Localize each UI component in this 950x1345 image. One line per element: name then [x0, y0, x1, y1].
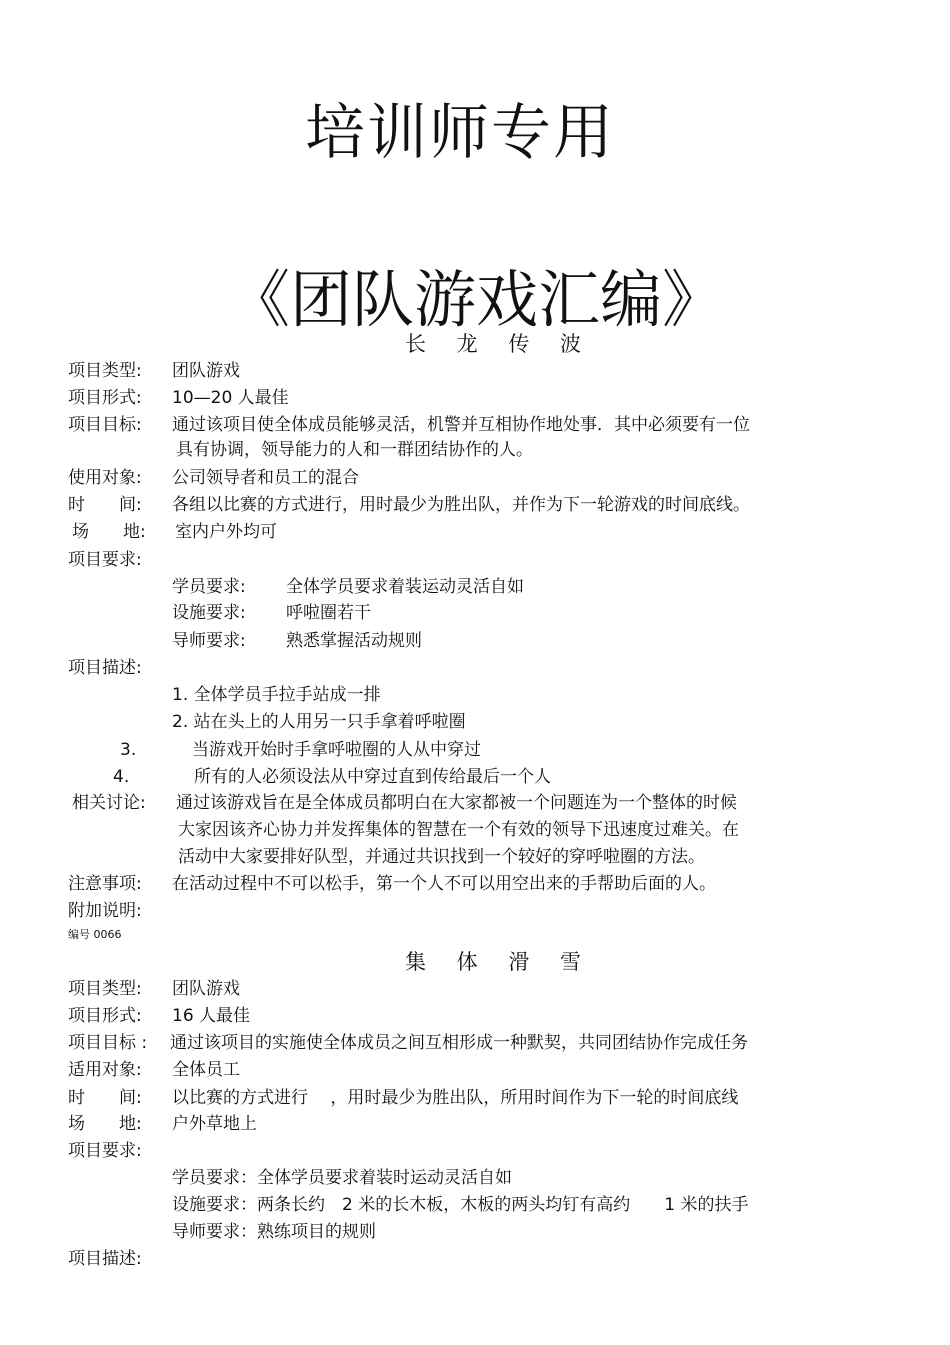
- label-req-tutor: 导师要求:: [172, 631, 246, 651]
- step-4-number: 4.: [113, 767, 130, 787]
- label-target: 使用对象:: [68, 468, 142, 488]
- item-code: 编号 0066: [68, 928, 122, 941]
- label-requirements: 项目要求:: [68, 1141, 142, 1161]
- label-extra: 附加说明:: [68, 901, 142, 921]
- value-target: 公司领导者和员工的混合: [172, 468, 359, 488]
- label-discussion: 相关讨论:: [72, 793, 146, 813]
- value-goal-line2: 具有协调，领导能力的人和一群团结协作的人。: [176, 440, 533, 460]
- label-place: 场 地:: [72, 522, 146, 542]
- value-goal: 通过该项目的实施使全体成员之间互相形成一种默契，共同团结协作完成任务: [170, 1033, 748, 1053]
- label-form: 项目形式:: [68, 1006, 142, 1026]
- label-place: 场 地:: [68, 1114, 142, 1134]
- label-goal: 项目目标 :: [68, 1033, 148, 1053]
- value-req-student: 全体学员要求着装运动灵活自如: [286, 577, 524, 597]
- label-description: 项目描述:: [68, 1249, 142, 1269]
- label-form: 项目形式:: [68, 388, 142, 408]
- value-type: 团队游戏: [172, 361, 240, 381]
- value-form: 10—20 人最佳: [172, 388, 289, 408]
- value-req-facility: 呼啦圈若干: [286, 603, 371, 623]
- value-time: 各组以比赛的方式进行，用时最少为胜出队，并作为下一轮游戏的时间底线。: [172, 495, 750, 515]
- step-4: 所有的人必须设法从中穿过直到传给最后一个人: [194, 767, 551, 787]
- value-place: 室内户外均可: [175, 522, 277, 542]
- label-req-student: 学员要求:: [172, 577, 246, 597]
- label-goal: 项目目标:: [68, 415, 142, 435]
- step-3: 当游戏开始时手拿呼啦圈的人从中穿过: [192, 740, 481, 760]
- value-discussion-line3: 活动中大家要排好队型，并通过共识找到一个较好的穿呼啦圈的方法。: [178, 847, 705, 867]
- section-title-game2: 集 体 滑 雪: [405, 950, 594, 974]
- value-req-student: 学员要求：全体学员要求着装时运动灵活自如: [172, 1168, 512, 1188]
- label-requirements: 项目要求:: [68, 550, 142, 570]
- label-time: 时 间:: [68, 495, 142, 515]
- label-req-facility: 设施要求:: [172, 603, 246, 623]
- step-3-number: 3.: [120, 740, 137, 760]
- value-type: 团队游戏: [172, 979, 240, 999]
- value-place: 户外草地上: [172, 1114, 257, 1134]
- document-subtitle: 《团队游戏汇编》: [228, 263, 725, 336]
- value-discussion-line2: 大家因该齐心协力并发挥集体的智慧在一个有效的领导下迅速度过难关。在: [178, 820, 739, 840]
- value-time: 以比赛的方式进行 ，用时最少为胜出队，所用时间作为下一轮的时间底线: [172, 1088, 739, 1108]
- label-time: 时 间:: [68, 1088, 142, 1108]
- label-target: 适用对象:: [68, 1060, 142, 1080]
- value-req-tutor: 导师要求：熟练项目的规则: [172, 1222, 376, 1242]
- label-type: 项目类型:: [68, 361, 142, 381]
- value-req-tutor: 熟悉掌握活动规则: [286, 631, 422, 651]
- step-1: 1. 全体学员手拉手站成一排: [172, 685, 381, 705]
- label-description: 项目描述:: [68, 658, 142, 678]
- label-type: 项目类型:: [68, 979, 142, 999]
- value-form: 16 人最佳: [172, 1006, 251, 1026]
- value-target: 全体员工: [172, 1060, 240, 1080]
- document-title: 培训师专用: [305, 98, 615, 168]
- step-2: 2. 站在头上的人用另一只手拿着呼啦圈: [172, 712, 466, 732]
- value-discussion-line1: 通过该游戏旨在是全体成员都明白在大家都被一个问题连为一个整体的时候: [176, 793, 737, 813]
- value-goal-line1: 通过该项目使全体成员能够灵活，机警并互相协作地处事．其中必须要有一位: [172, 415, 750, 435]
- label-notes: 注意事项:: [68, 874, 142, 894]
- section-title-game1: 长 龙 传 波: [405, 332, 594, 356]
- value-notes: 在活动过程中不可以松手，第一个人不可以用空出来的手帮助后面的人。: [172, 874, 716, 894]
- value-req-facility: 设施要求：两条长约 2 米的长木板，木板的两头均钉有高约 1 米的扶手: [172, 1195, 749, 1215]
